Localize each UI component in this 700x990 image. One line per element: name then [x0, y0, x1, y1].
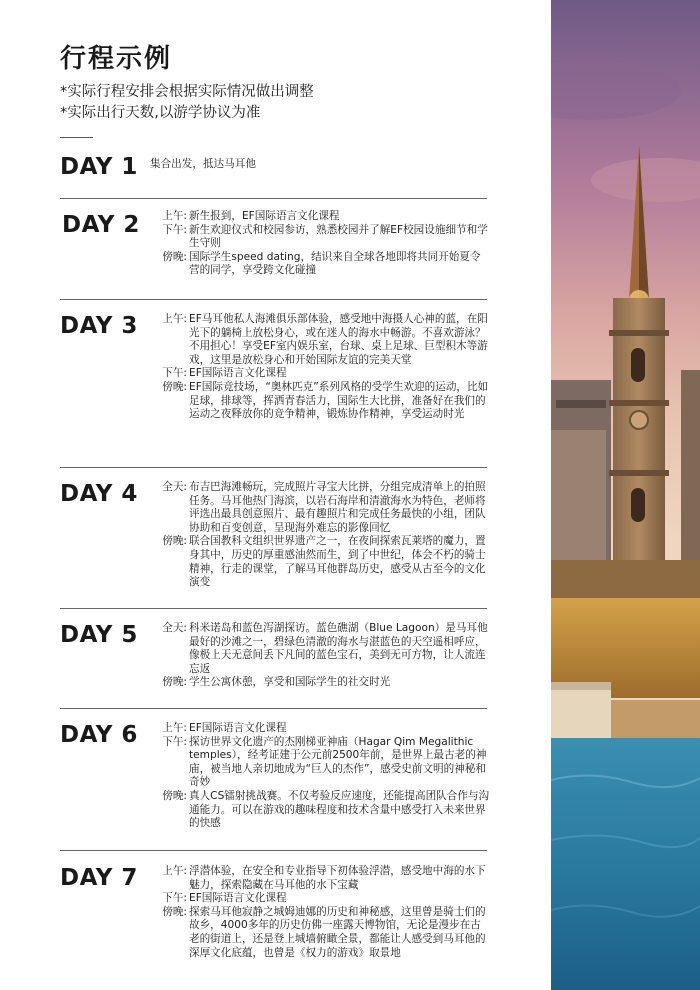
- day-schedule: [150, 210, 490, 278]
- day-schedule: [150, 865, 490, 960]
- entry-time: 全天:: [162, 622, 187, 634]
- title-divider: [60, 137, 93, 138]
- schedule-entry: [150, 722, 490, 736]
- entry-text: EF国际竞技场，“奥林匹克”系列风格的受学生欢迎的运动，比如足球，排球等，挥洒青春活力，国际生大比拼，准备好在我们的运动之夜释放你的竞争精神，锻炼协作精神，享受运动时光: [189, 380, 489, 421]
- entry-text: 探索马耳他寂静之城姆迪娜的历史和神秘感，这里曾是骑士们的故乡，4000多年的历史仿佛一座露天博物馆，无论是漫步在古老的街道上，还是登上城墙俯瞰全景，都能让人感受到马耳他的深厚文化底蕴，也曾是《权力的游戏》取景地: [189, 905, 486, 959]
- entry-text: 科米诺岛和蓝色泻湖探访。蓝色礁湖（Blue Lagoon）是马耳他最好的沙滩之一，碧绿色清澈的海水与湛蓝色的天空遥相呼应，像极上天无意间丢下凡间的蓝色宝石，美到无可方物，让人流连忘返: [189, 622, 488, 675]
- duration-note: *实际出行天数,以游学协议为准: [60, 105, 261, 121]
- day-label: DAY 4: [60, 481, 138, 507]
- schedule-entry: [150, 676, 490, 690]
- entry-text: EF国际语言文化课程: [189, 892, 287, 905]
- day-label: DAY 7: [60, 865, 138, 891]
- day-divider: [60, 198, 487, 199]
- adjustment-note: *实际行程安排会根据实际情况做出调整: [60, 84, 314, 100]
- schedule-entry: [150, 892, 490, 906]
- entry-text: 浮潜体验，在安全和专业指导下初体验浮潜，感受地中海的水下魅力，探索隐藏在马耳他的水下宝藏: [189, 865, 486, 891]
- entry-text: EF马耳他私人海滩俱乐部体验，感受地中海摄人心神的蓝，在阳光下的躺椅上放松身心，或在迷人的海水中畅游。不喜欢游泳？不用担心！享受EF室内娱乐室，台球、桌上足球、巨型积木等游戏，这里是放松身心和开始国际友谊的完美天堂: [189, 313, 488, 366]
- schedule-entry: [150, 736, 490, 790]
- day-schedule: [150, 722, 490, 831]
- day-divider: [60, 299, 487, 300]
- schedule-entry: [150, 622, 490, 676]
- valletta-skyline-image: [551, 0, 700, 990]
- schedule-entry: [150, 865, 490, 892]
- entry-text: 学生公寓休憩，享受和国际学生的社交时光: [189, 676, 391, 689]
- day-divider: [60, 467, 487, 468]
- entry-time: 下午:: [162, 735, 187, 748]
- entry-text: 布吉巴海滩畅玩，完成照片寻宝大比拼，分组完成清单上的拍照任务。马耳他热门海滨，以岩石海岸和清澈海水为特色，老师将评选出最具创意照片、最有趣照片和完成任务最快的小组，团队协助和百变创意，呈现海外难忘的影像回忆: [189, 481, 486, 534]
- schedule-entry: [150, 535, 490, 589]
- entry-time: 上午:: [162, 865, 187, 877]
- schedule-entry: [150, 313, 490, 367]
- entry-time: 傍晚:: [162, 380, 187, 393]
- schedule-entry: [150, 210, 490, 224]
- page-title: 行程示例: [60, 44, 173, 74]
- day-divider: [60, 850, 487, 851]
- entry-time: 全天:: [162, 481, 187, 493]
- entry-time: 下午:: [162, 367, 187, 380]
- entry-text: 真人CS镭射挑战赛。不仅考验反应速度，还能提高团队合作与沟通能力。可以在游戏的趣味程度和技术含量中感受打入未来世界的快感: [189, 789, 490, 830]
- day-label: DAY 6: [60, 722, 138, 748]
- entry-text: 新生报到，EF国际语言文化课程: [189, 210, 340, 222]
- entry-time: 傍晚:: [162, 676, 187, 689]
- day-schedule: [150, 622, 490, 690]
- schedule-entry: [150, 481, 490, 535]
- entry-text: 联合国教科文组织世界遗产之一，在夜间探索瓦莱塔的魔力，置身其中，历史的厚重感油然而生，到了中世纪，体会不朽的骑士精神，行走的课堂，了解马耳他群岛历史，感受从古至今的文化演变: [189, 535, 486, 589]
- entry-time: 傍晚:: [162, 905, 187, 918]
- entry-time: 上午:: [162, 313, 187, 325]
- schedule-entry: [150, 251, 490, 278]
- day-label: DAY 5: [60, 622, 138, 648]
- entry-text: 国际学生speed dating，结识来自全球各地即将共同开始夏令营的同学，享受跨文化碰撞: [189, 250, 481, 277]
- day-divider: [60, 708, 487, 709]
- entry-text: 新生欢迎仪式和校园参访，熟悉校园并了解EF校园设施细节和学生守则: [189, 223, 488, 250]
- entry-text: 集合出发，抵达马耳他: [150, 158, 256, 170]
- day-divider: [60, 608, 487, 609]
- entry-text: 探访世界文化遗产的杰刚梯亚神庙（Hagar Qim Megalithic temples），经考证建于公元前2500年前，是世界上最古老的神庙，被当地人亲切地成为“巨人的杰作”，感受史前文明的神秘和奇妙: [189, 735, 487, 789]
- day-label: DAY 2: [62, 212, 140, 238]
- entry-time: 下午:: [162, 892, 187, 905]
- schedule-entry: [150, 790, 490, 831]
- valletta-photo: [551, 0, 700, 990]
- schedule-entry: [150, 224, 490, 251]
- entry-text: EF国际语言文化课程: [189, 722, 287, 734]
- day-schedule: [150, 158, 490, 172]
- day-label: DAY 3: [60, 313, 138, 339]
- entry-time: 傍晚:: [162, 535, 187, 548]
- day-schedule: [150, 313, 490, 422]
- schedule-entry: [150, 367, 490, 381]
- entry-text: EF国际语言文化课程: [189, 367, 287, 380]
- entry-time: 下午:: [162, 223, 187, 236]
- day-label: DAY 1: [60, 154, 138, 180]
- entry-time: 傍晚:: [162, 789, 187, 802]
- entry-time: 上午:: [162, 210, 187, 222]
- entry-time: 上午:: [162, 722, 187, 734]
- schedule-entry: [150, 381, 490, 422]
- schedule-entry: [150, 906, 490, 960]
- schedule-entry: [150, 158, 490, 172]
- entry-time: 傍晚:: [162, 250, 187, 263]
- day-schedule: [150, 481, 490, 590]
